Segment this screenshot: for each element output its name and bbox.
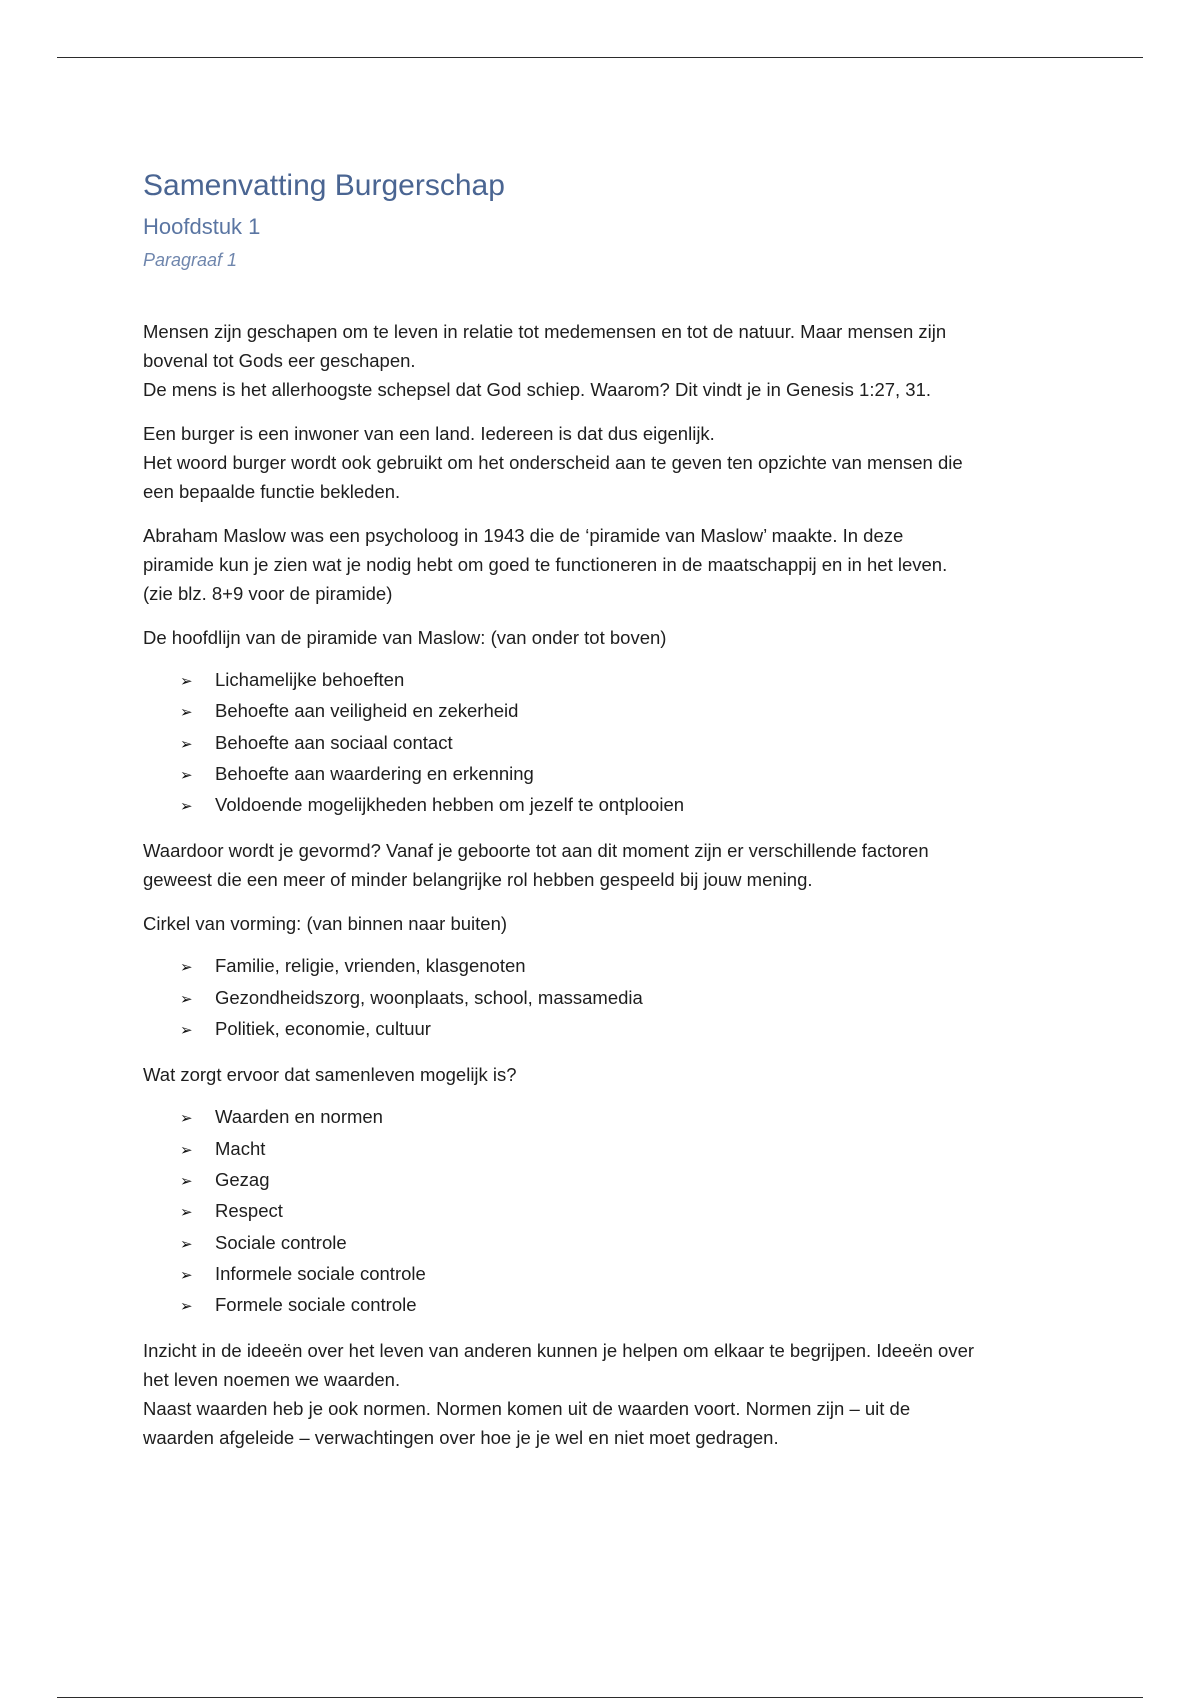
list-item-text: Formele sociale controle xyxy=(215,1294,417,1316)
maslow-list-heading: De hoofdlijn van de piramide van Maslow: (van onder tot boven) xyxy=(143,626,667,648)
list-item-text: Behoefte aan sociaal contact xyxy=(215,731,453,753)
text-line: De mens is het allerhoogste schepsel dat God schiep. Waarom? Dit vindt je in Genesis 1:27, 31. xyxy=(143,378,932,400)
footer-rule xyxy=(57,1697,1143,1698)
list-item xyxy=(180,1290,1083,1321)
list-item xyxy=(180,1102,1083,1133)
waarden-paragraph xyxy=(143,1336,1083,1452)
text-line: Waardoor wordt je gevormd? Vanaf je geboorte tot aan dit moment zijn er verschillende factoren xyxy=(143,840,929,862)
arrowhead-bullet-icon: ➢ xyxy=(180,990,193,1008)
arrowhead-bullet-icon: ➢ xyxy=(180,1235,193,1253)
samenleven-list-heading: Wat zorgt ervoor dat samenleven mogelijk is? xyxy=(143,1064,517,1086)
header-rule xyxy=(57,57,1143,58)
list-item-text: Sociale controle xyxy=(215,1231,347,1253)
arrowhead-bullet-icon: ➢ xyxy=(180,1110,193,1128)
arrowhead-bullet-icon: ➢ xyxy=(180,704,193,722)
cirkel-list xyxy=(143,951,1083,1045)
text-line: Abraham Maslow was een psycholoog in 1943 die de ‘piramide van Maslow’ maakte. In deze xyxy=(143,524,904,546)
document-body xyxy=(143,168,1083,1452)
list-item xyxy=(180,696,1083,727)
text-line: geweest die een meer of minder belangrijke rol hebben gespeeld bij jouw mening. xyxy=(143,869,813,891)
text-line: het leven noemen we waarden. xyxy=(143,1369,401,1391)
arrowhead-bullet-icon: ➢ xyxy=(180,1204,193,1222)
maslow-paragraph xyxy=(143,521,1083,608)
list-item-text: Voldoende mogelijkheden hebben om jezelf te ontplooien xyxy=(215,794,685,816)
list-item xyxy=(180,983,1083,1014)
text-line: bovenal tot Gods eer geschapen. xyxy=(143,349,416,371)
list-item-text: Behoefte aan veiligheid en zekerheid xyxy=(215,700,519,722)
list-item xyxy=(180,1259,1083,1290)
arrowhead-bullet-icon: ➢ xyxy=(180,672,193,690)
vorming-paragraph xyxy=(143,836,1083,894)
text-line: (zie blz. 8+9 voor de piramide) xyxy=(143,582,393,604)
list-item-text: Respect xyxy=(215,1200,283,1222)
burger-paragraph xyxy=(143,419,1083,506)
list-item-text: Politiek, economie, cultuur xyxy=(215,1018,431,1040)
list-item-text: Waarden en normen xyxy=(215,1106,383,1128)
intro-paragraph xyxy=(143,317,1083,404)
list-item xyxy=(180,1165,1083,1196)
list-item-text: Gezag xyxy=(215,1168,270,1190)
text-line: piramide kun je zien wat je nodig hebt om goed te functioneren in de maatschappij en in het leven. xyxy=(143,553,948,575)
list-item xyxy=(180,1228,1083,1259)
text-line: Een burger is een inwoner van een land. Iedereen is dat dus eigenlijk. xyxy=(143,422,715,444)
arrowhead-bullet-icon: ➢ xyxy=(180,1141,193,1159)
list-item xyxy=(180,790,1083,821)
list-item-text: Macht xyxy=(215,1137,266,1159)
arrowhead-bullet-icon: ➢ xyxy=(180,798,193,816)
samenleven-list xyxy=(143,1102,1083,1321)
text-line: Inzicht in de ideeën over het leven van anderen kunnen je helpen om elkaar te begrijpen. Ideeën over xyxy=(143,1340,975,1362)
list-item xyxy=(180,1196,1083,1227)
list-item-text: Lichamelijke behoeften xyxy=(215,668,405,690)
list-item-text: Behoefte aan waardering en erkenning xyxy=(215,762,534,784)
chapter-heading: Hoofdstuk 1 xyxy=(143,214,261,239)
text-line: een bepaalde functie bekleden. xyxy=(143,480,401,502)
arrowhead-bullet-icon: ➢ xyxy=(180,1022,193,1040)
list-item xyxy=(180,1014,1083,1045)
arrowhead-bullet-icon: ➢ xyxy=(180,1266,193,1284)
section-heading: Paragraaf 1 xyxy=(143,250,238,271)
text-line: Mensen zijn geschapen om te leven in relatie tot medemensen en tot de natuur. Maar mensen zijn xyxy=(143,320,947,342)
list-item xyxy=(180,951,1083,982)
text-line: Het woord burger wordt ook gebruikt om het onderscheid aan te geven ten opzichte van mensen die xyxy=(143,451,963,473)
text-line: waarden afgeleide – verwachtingen over hoe je je wel en niet moet gedragen. xyxy=(143,1427,779,1449)
list-item xyxy=(180,1134,1083,1165)
arrowhead-bullet-icon: ➢ xyxy=(180,735,193,753)
maslow-list xyxy=(143,665,1083,821)
list-item xyxy=(180,728,1083,759)
list-item-text: Informele sociale controle xyxy=(215,1262,426,1284)
arrowhead-bullet-icon: ➢ xyxy=(180,1298,193,1316)
list-item-text: Gezondheidszorg, woonplaats, school, massamedia xyxy=(215,986,643,1008)
arrowhead-bullet-icon: ➢ xyxy=(180,959,193,977)
cirkel-list-heading: Cirkel van vorming: (van binnen naar buiten) xyxy=(143,913,508,935)
list-item xyxy=(180,665,1083,696)
document-title: Samenvatting Burgerschap xyxy=(143,169,505,202)
arrowhead-bullet-icon: ➢ xyxy=(180,1172,193,1190)
text-line: Naast waarden heb je ook normen. Normen komen uit de waarden voort. Normen zijn – uit de xyxy=(143,1398,911,1420)
list-item xyxy=(180,759,1083,790)
arrowhead-bullet-icon: ➢ xyxy=(180,766,193,784)
list-item-text: Familie, religie, vrienden, klasgenoten xyxy=(215,955,526,977)
